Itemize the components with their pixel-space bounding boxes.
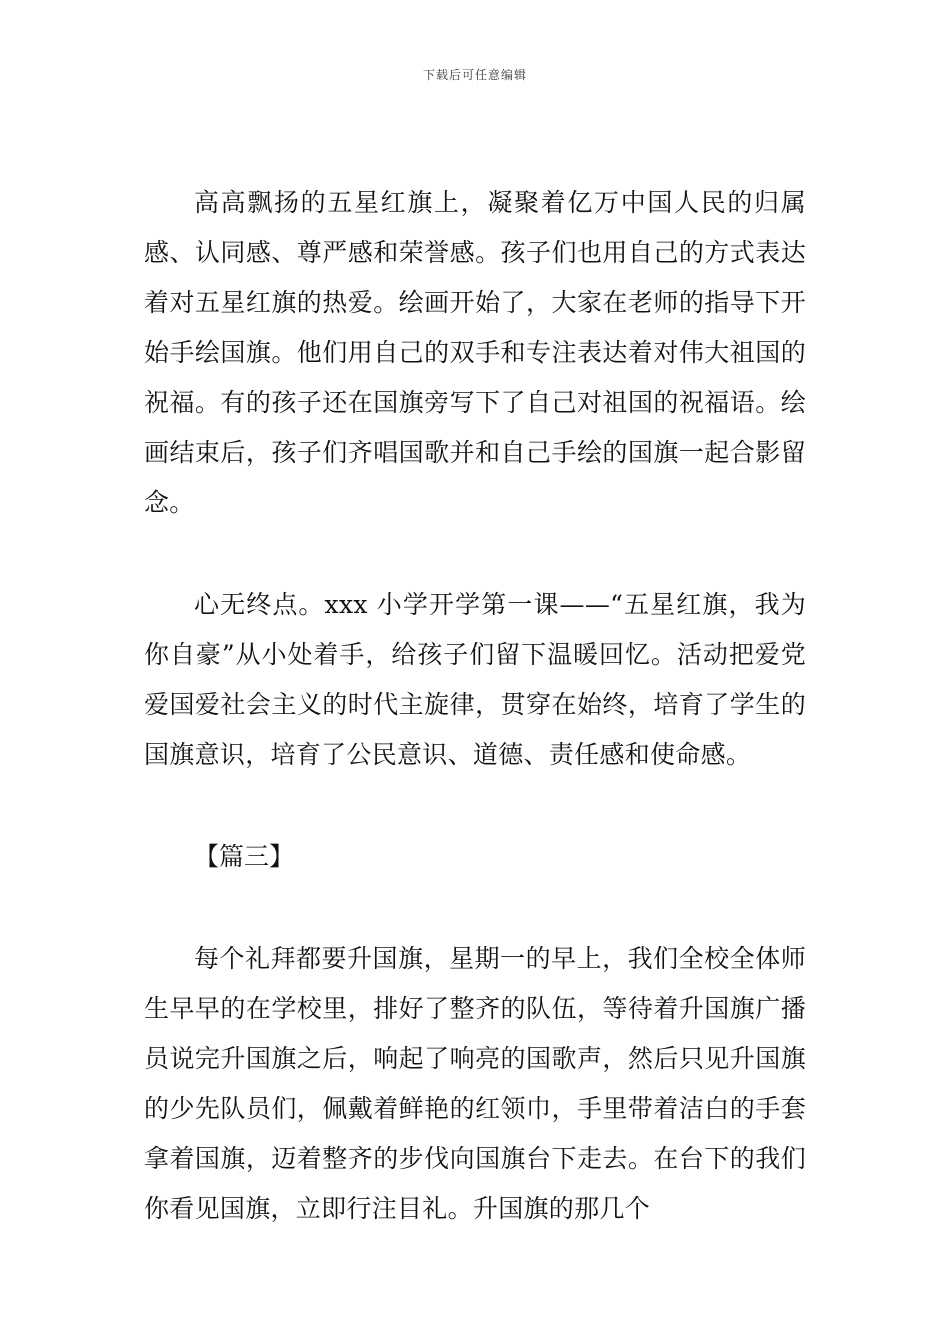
section-title: 【篇三】 xyxy=(194,842,295,871)
paragraph-3: 每个礼拜都要升国旗，星期一的早上，我们全校全体师生早早的在学校里，排好了整齐的队伍，等待着升国旗广播员说完升国旗之后，响起了响亮的国歌声，然后只见升国旗的少先队员们，佩戴着鲜艳的红领巾，手里带着洁白的手套拿着国旗，迈着整齐的步伐向国旗台下走去。在台下的我们你看见国旗，立即行注目礼。升国旗的那几个 xyxy=(144,944,806,1223)
paragraph-2: 心无终点。xxx 小学开学第一课——“五星红旗，我为你自豪”从小处着手，给孩子们留下温暖回忆。活动把爱党爱国爱社会主义的时代主旋律，贯穿在始终，培育了学生的国旗意识，培育了公民意识、道德、责任感和使命感。 xyxy=(144,590,806,769)
paragraph-1: 高高飘扬的五星红旗上，凝聚着亿万中国人民的归属感、认同感、尊严感和荣誉感。孩子们也用自己的方式表达着对五星红旗的热爱。绘画开始了，大家在老师的指导下开始手绘国旗。他们用自己的双手和专注表达着对伟大祖国的祝福。有的孩子还在国旗旁写下了自己对祖国的祝福语。绘画结束后，孩子们齐唱国歌并和自己手绘的国旗一起合影留念。 xyxy=(144,188,806,517)
document-body xyxy=(144,178,806,1234)
header-note: 下载后可任意编辑 xyxy=(422,68,527,82)
